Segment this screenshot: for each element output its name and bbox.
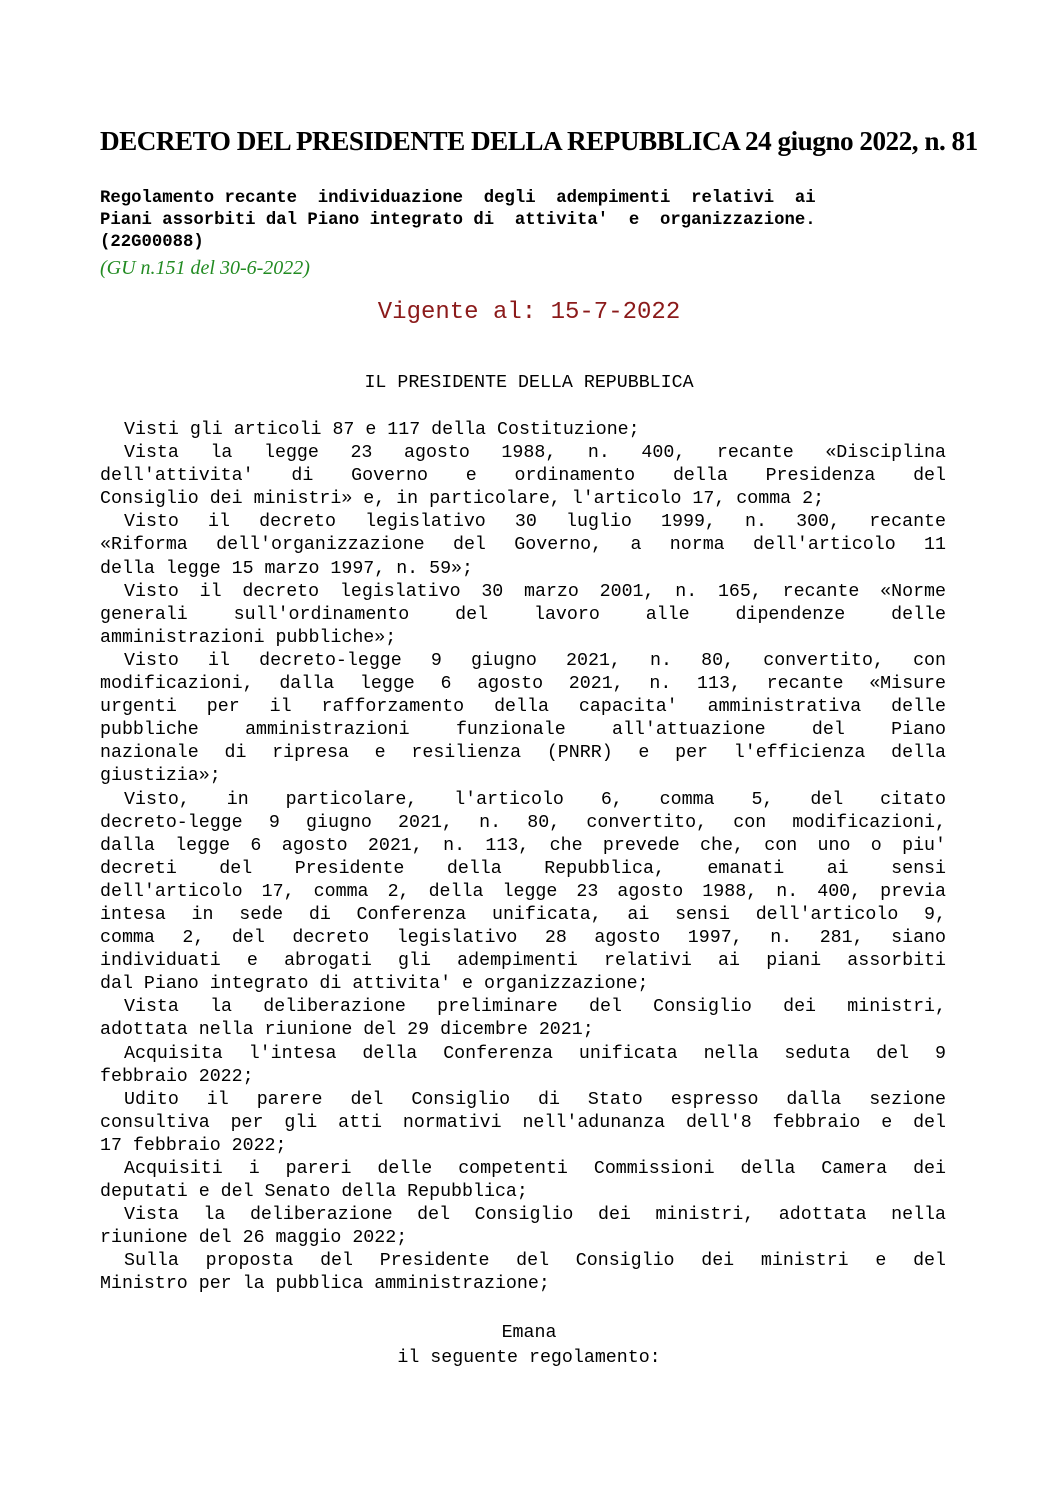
body-line: generali sull'ordinamento del lavoro alle dipendenze delle [100,604,946,625]
body-line: Vista la legge 23 agosto 1988, n. 400, recante «Disciplina [124,443,946,464]
body-line: individuati e abrogati gli adempimenti relativi ai piani assorbiti [100,951,946,972]
body-line: Vista la deliberazione preliminare del Consiglio dei ministri, [124,997,946,1018]
subtitle-line: Piani assorbiti dal Piano integrato di attivita' e organizzazione. [100,211,816,230]
vigente-date: Vigente al: 15-7-2022 [377,299,681,326]
body-line: decreti del Presidente della Repubblica, emanati ai sensi [100,858,946,879]
gazette-reference: (GU n.151 del 30-6-2022) [100,257,310,279]
subtitle-line: (22G00088) [100,233,204,252]
body-line: Acquisiti i pareri delle competenti Commissioni della Camera dei [124,1159,946,1179]
body-line: Visto, in particolare, l'articolo 6, comma 5, del citato [124,789,946,810]
body-line: amministrazioni pubbliche»; [100,627,397,648]
body-line: adottata nella riunione del 29 dicembre 2021; [100,1020,594,1041]
document-title: DECRETO DEL PRESIDENTE DELLA REPUBBLICA 24 giugno 2022, n. 81 [100,126,978,156]
body-line: 17 febbraio 2022; [100,1135,287,1156]
body-line: comma 2, del decreto legislativo 28 agosto 1997, n. 281, siano [100,928,946,949]
body-line: Visto il decreto legislativo 30 marzo 2001, n. 165, recante «Norme [124,581,946,602]
body-line: pubbliche amministrazioni funzionale all'attuazione del Piano [100,720,946,741]
preamble-text [100,419,946,1297]
section-heading: IL PRESIDENTE DELLA REPUBBLICA [364,373,694,393]
body-line: febbraio 2022; [100,1066,254,1087]
body-line: della legge 15 marzo 1997, n. 59»; [100,558,473,579]
body-line: dal Piano integrato di attivita' e organizzazione; [100,974,649,995]
subtitle-line: Regolamento recante individuazione degli adempimenti relativi ai [100,189,816,208]
body-line: Visto il decreto-legge 9 giugno 2021, n. 80, convertito, con [124,650,946,671]
body-line: Udito il parere del Consiglio di Stato espresso dalla sezione [124,1089,946,1110]
body-line: dalla legge 6 agosto 2021, n. 113, che prevede che, con uno o piu' [100,835,946,856]
body-line: riunione del 26 maggio 2022; [100,1228,408,1249]
body-line: Acquisita l'intesa della Conferenza unificata nella seduta del 9 [124,1043,946,1064]
body-line: modificazioni, dalla legge 6 agosto 2021, n. 113, recante «Misure [100,674,946,695]
body-line: Consiglio dei ministri» e, in particolare, l'articolo 17, comma 2; [100,489,825,510]
body-line: Visti gli articoli 87 e 117 della Costituzione; [124,420,640,440]
body-line: deputati e del Senato della Repubblica; [100,1182,528,1203]
body-line: dell'attivita' di Governo e ordinamento della Presidenza del [100,466,946,487]
body-line: Ministro per la pubblica amministrazione; [100,1274,550,1295]
document-subtitle [100,188,960,254]
emana-label: Emana [501,1323,557,1343]
body-line: Vista la deliberazione del Consiglio dei ministri, adottata nella [124,1205,946,1226]
seguente-label: il seguente regolamento: [397,1348,661,1368]
body-line: «Riforma dell'organizzazione del Governo, a norma dell'articolo 11 [100,535,946,556]
body-line: urgenti per il rafforzamento della capacita' amministrativa delle [100,697,946,718]
body-line: decreto-legge 9 giugno 2021, n. 80, convertito, con modificazioni, [100,812,946,833]
body-line: dell'articolo 17, comma 2, della legge 23 agosto 1988, n. 400, previa [100,881,946,902]
body-line: intesa in sede di Conferenza unificata, ai sensi dell'articolo 9, [100,904,946,925]
body-line: Visto il decreto legislativo 30 luglio 1999, n. 300, recante [124,512,946,533]
body-line: Sulla proposta del Presidente del Consiglio dei ministri e del [124,1251,946,1272]
body-line: nazionale di ripresa e resilienza (PNRR) e per l'efficienza della [100,743,946,764]
body-line: giustizia»; [100,766,221,787]
body-line: consultiva per gli atti normativi nell'adunanza dell'8 febbraio e del [100,1112,946,1133]
